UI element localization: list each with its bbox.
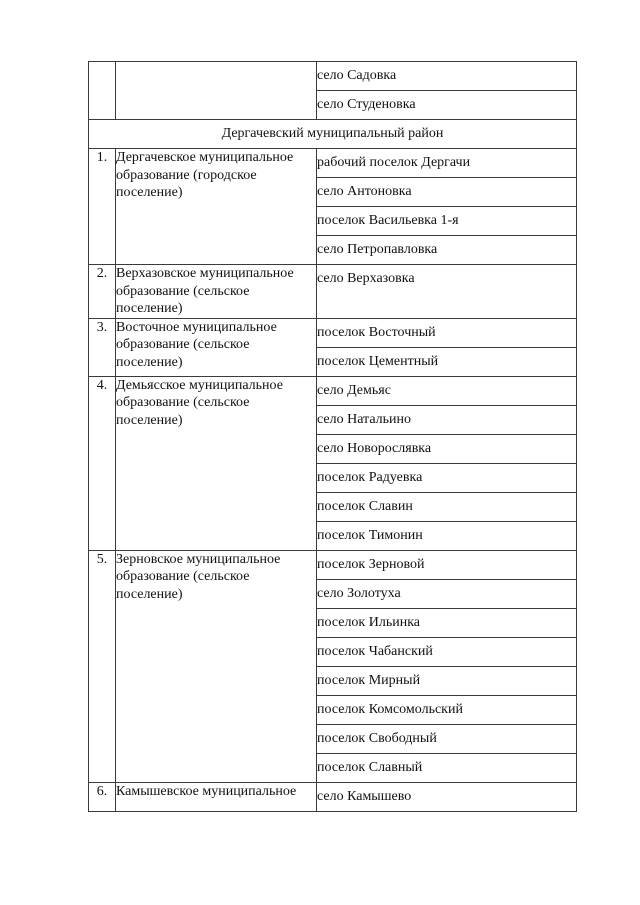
settlement-cell: поселок Мирный — [317, 666, 577, 695]
settlement-cell: поселок Славин — [317, 492, 577, 521]
settlement-cell: поселок Тимонин — [317, 521, 577, 550]
settlement-cell: село Петропавловка — [317, 236, 577, 265]
municipality-name: Восточное муниципальное образование (сельское поселение) — [116, 318, 317, 376]
settlement-cell: село Натальино — [317, 405, 577, 434]
settlement-cell: село Студеновка — [317, 91, 577, 120]
table-row — [89, 265, 577, 319]
table-row — [89, 318, 577, 347]
table-row — [89, 782, 577, 811]
settlement-cell: поселок Свободный — [317, 724, 577, 753]
item-number: 5. — [89, 550, 116, 782]
settlement-cell: село Новорослявка — [317, 434, 577, 463]
table-row — [89, 62, 577, 91]
table-row — [89, 376, 577, 405]
settlement-cell: поселок Васильевка 1-я — [317, 207, 577, 236]
municipality-name: Демьясское муниципальное образование (сельское поселение) — [116, 376, 317, 550]
settlement-cell: поселок Радуевка — [317, 463, 577, 492]
item-number: 1. — [89, 149, 116, 265]
settlement-cell: село Золотуха — [317, 579, 577, 608]
settlement-cell: поселок Комсомольский — [317, 695, 577, 724]
settlement-cell: поселок Зерновой — [317, 550, 577, 579]
municipality-name: Дергачевское муниципальное образование (городское поселение) — [116, 149, 317, 265]
settlement-cell: село Антоновка — [317, 178, 577, 207]
settlement-cell: село Демьяс — [317, 376, 577, 405]
municipality-name: Камышевское муниципальное — [116, 782, 317, 811]
table-body — [89, 62, 577, 812]
settlement-cell: поселок Чабанский — [317, 637, 577, 666]
settlement-cell: село Камышево — [317, 782, 577, 811]
number-cell — [89, 62, 116, 120]
settlement-cell: село Садовка — [317, 62, 577, 91]
municipality-name: Верхазовское муниципальное образование (сельское поселение) — [116, 265, 317, 319]
settlement-cell: поселок Славный — [317, 753, 577, 782]
item-number: 6. — [89, 782, 116, 811]
item-number: 2. — [89, 265, 116, 319]
settlement-cell: село Верхазовка — [317, 265, 577, 319]
municipality-name-cell — [116, 62, 317, 120]
item-number: 3. — [89, 318, 116, 376]
settlement-cell: поселок Ильинка — [317, 608, 577, 637]
municipality-name: Зерновское муниципальное образование (сельское поселение) — [116, 550, 317, 782]
district-header-row — [89, 120, 577, 149]
settlement-cell: поселок Восточный — [317, 318, 577, 347]
settlement-cell: поселок Цементный — [317, 347, 577, 376]
settlements-table — [88, 61, 577, 812]
table-row — [89, 149, 577, 178]
settlement-cell: рабочий поселок Дергачи — [317, 149, 577, 178]
district-title: Дергачевский муниципальный район — [89, 120, 577, 149]
table-row — [89, 550, 577, 579]
item-number: 4. — [89, 376, 116, 550]
